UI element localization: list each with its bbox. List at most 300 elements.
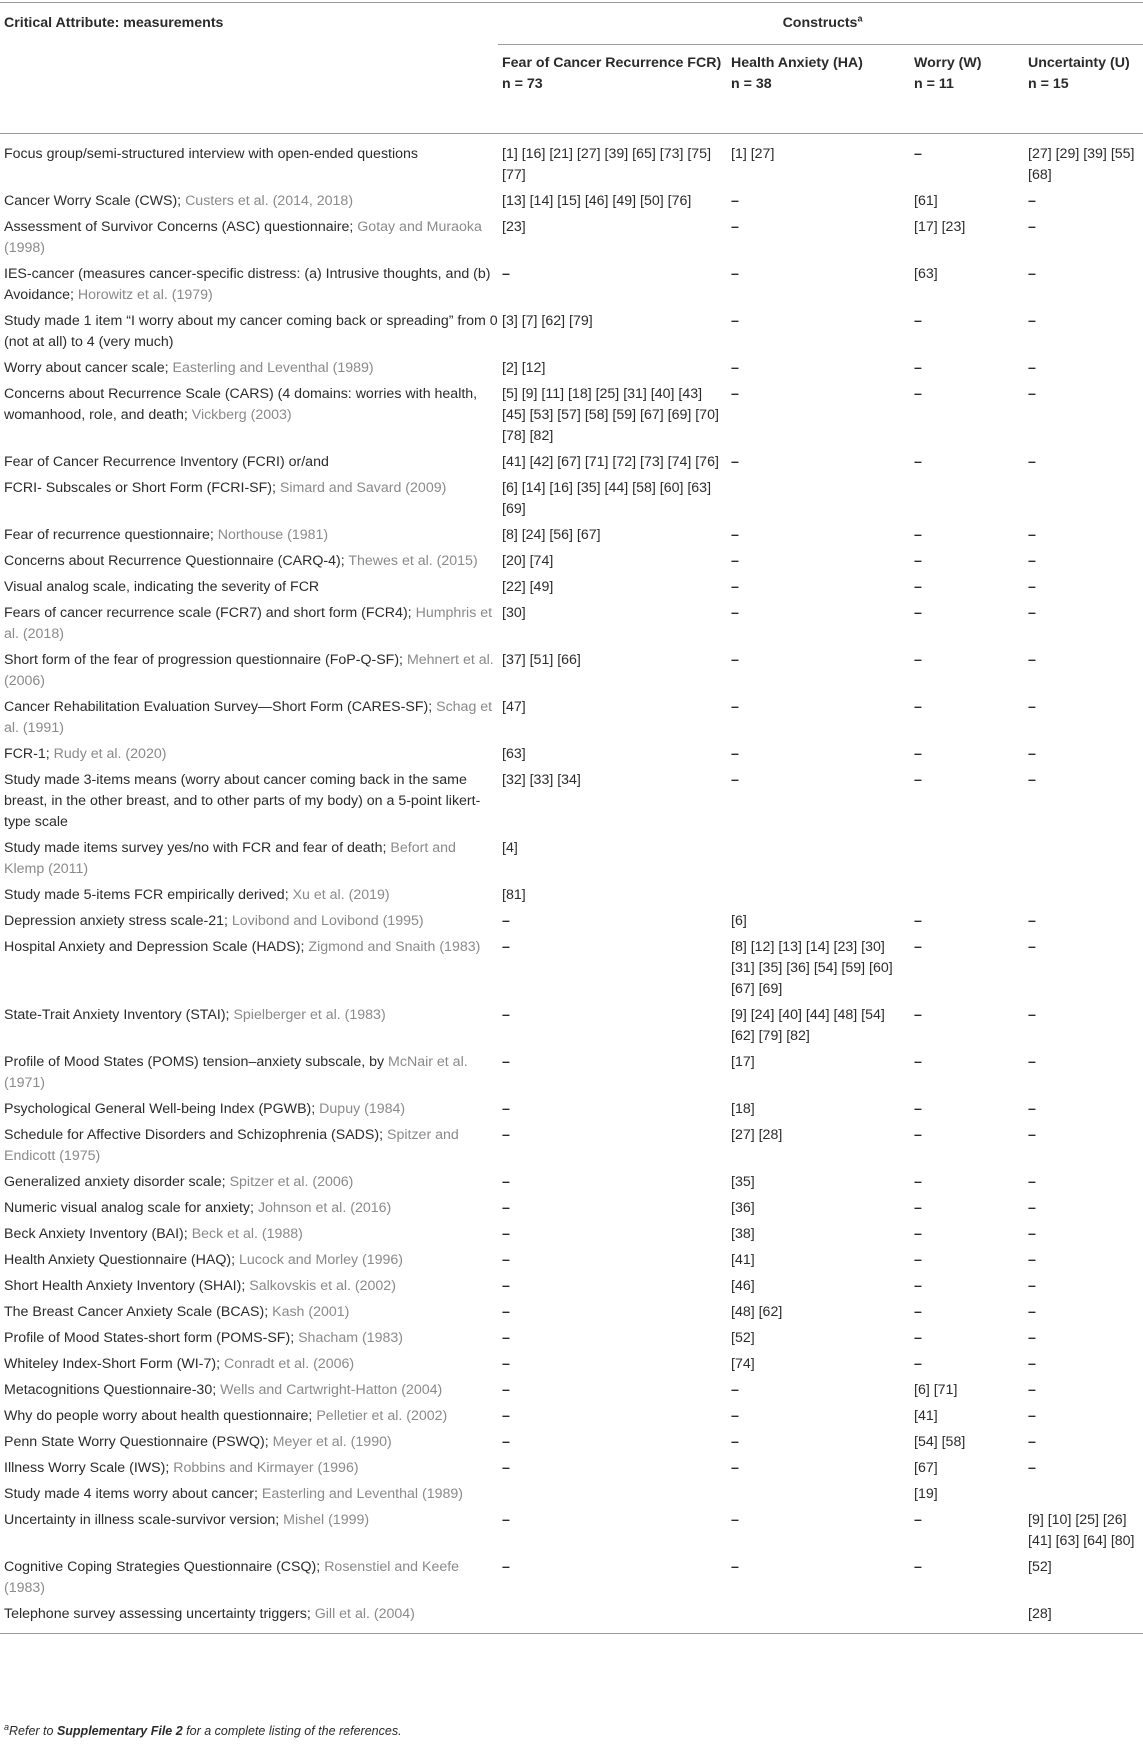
citation-text: Kash (2001)	[272, 1304, 350, 1320]
citation-text: Schag et al. (1991)	[4, 699, 493, 736]
w-cell: –	[914, 1007, 922, 1023]
header-row-top	[0, 3, 1143, 45]
table-row	[0, 1169, 1143, 1195]
citation-text: Dupuy (1984)	[319, 1101, 406, 1117]
measure-text: Assessment of Survivor Concerns (ASC) questionnaire;	[4, 219, 354, 235]
table-row	[0, 741, 1143, 767]
w-cell: –	[914, 553, 922, 569]
fcr-cell: –	[502, 1512, 510, 1528]
u-cell: –	[1028, 1101, 1036, 1117]
fcr-cell: –	[502, 1054, 510, 1070]
u-cell: –	[1028, 772, 1036, 788]
ha-cell: –	[731, 1382, 739, 1398]
table-row	[0, 908, 1143, 934]
measure-text: Study made items survey yes/no with FCR and fear of death;	[4, 840, 387, 856]
table-row	[0, 1554, 1143, 1601]
ha-cell: [9] [24] [40] [44] [48] [54] [62] [79] [82]	[731, 1007, 885, 1044]
measure-text: Fear of recurrence questionnaire;	[4, 527, 214, 543]
table-row	[0, 1049, 1143, 1096]
fcr-cell: [23]	[502, 219, 526, 235]
measure-text: Uncertainty in illness scale-survivor version;	[4, 1512, 280, 1528]
table-row	[0, 1455, 1143, 1481]
measure-text: Cancer Worry Scale (CWS);	[4, 193, 182, 209]
table-body	[0, 134, 1143, 1634]
measure-cell	[0, 1002, 498, 1049]
constructs-header: Constructs$^a$	[498, 3, 1143, 45]
citation-text: Lucock and Morley (1996)	[239, 1252, 404, 1268]
measure-cell	[0, 1221, 498, 1247]
table-row	[0, 1299, 1143, 1325]
citation-text: Custers et al. (2014, 2018)	[185, 193, 354, 209]
measure-text: Penn State Worry Questionnaire (PSWQ);	[4, 1434, 269, 1450]
measure-cell	[0, 600, 498, 647]
measure-cell	[0, 1325, 498, 1351]
table-row	[0, 134, 1143, 189]
ha-cell: –	[731, 579, 739, 595]
fcr-cell	[498, 1601, 727, 1634]
ha-cell: –	[731, 266, 739, 282]
ha-cell: –	[731, 360, 739, 376]
measure-text: Whiteley Index-Short Form (WI-7);	[4, 1356, 221, 1372]
fcr-cell: –	[502, 913, 510, 929]
ha-cell: [52]	[731, 1330, 755, 1346]
measure-text: Schedule for Affective Disorders and Schizophrenia (SADS);	[4, 1127, 384, 1143]
citation-text: Beck et al. (1988)	[191, 1226, 303, 1242]
citation-text: Spielberger et al. (1983)	[233, 1007, 386, 1023]
measure-text: Short Health Anxiety Inventory (SHAI);	[4, 1278, 246, 1294]
measure-cell	[0, 1273, 498, 1299]
ha-cell: [8] [12] [13] [14] [23] [30] [31] [35] [36] [54] [59] [60] [67] [69]	[731, 939, 893, 997]
ha-cell: –	[731, 652, 739, 668]
citation-text: Gotay and Muraoka (1998)	[4, 219, 482, 256]
w-cell: –	[914, 1252, 922, 1268]
measure-cell	[0, 1377, 498, 1403]
u-column-header: Uncertainty (U) n = 15	[1024, 45, 1143, 134]
measure-cell	[0, 188, 498, 214]
fcr-cell: [13] [14] [15] [46] [49] [50] [76]	[502, 193, 692, 209]
citation-text: McNair et al. (1971)	[4, 1054, 468, 1091]
measure-text: Health Anxiety Questionnaire (HAQ);	[4, 1252, 236, 1268]
citation-text: Spitzer and Endicott (1975)	[4, 1127, 459, 1164]
w-cell: [6] [71]	[914, 1382, 958, 1398]
citation-text: Xu et al. (2019)	[292, 887, 390, 903]
measure-text: Concerns about Recurrence Questionnaire (CARQ-4);	[4, 553, 345, 569]
u-cell: –	[1028, 193, 1036, 209]
fcr-cell: [6] [14] [16] [35] [44] [58] [60] [63] [69]	[502, 480, 712, 517]
citation-text: Thewes et al. (2015)	[348, 553, 478, 569]
w-cell: –	[914, 1512, 922, 1528]
w-cell: –	[914, 360, 922, 376]
measure-cell	[0, 1299, 498, 1325]
measure-text: FCR-1;	[4, 746, 50, 762]
measure-text: Hospital Anxiety and Depression Scale (HADS);	[4, 939, 305, 955]
ha-cell: –	[731, 605, 739, 621]
ha-cell: –	[731, 219, 739, 235]
citation-text: Johnson et al. (2016)	[257, 1200, 392, 1216]
w-cell: –	[914, 579, 922, 595]
u-cell: –	[1028, 386, 1036, 402]
citation-text: Conradt et al. (2006)	[223, 1356, 355, 1372]
table-row	[0, 188, 1143, 214]
table-row	[0, 574, 1143, 600]
fcr-cell: –	[502, 1174, 510, 1190]
w-cell: –	[914, 1174, 922, 1190]
u-cell: –	[1028, 1127, 1036, 1143]
fcr-cell	[498, 1481, 727, 1507]
u-cell: –	[1028, 360, 1036, 376]
table-row	[0, 261, 1143, 308]
w-cell: –	[914, 1101, 922, 1117]
w-cell: –	[914, 1559, 922, 1575]
measure-cell	[0, 522, 498, 548]
table-row	[0, 1601, 1143, 1634]
fcr-cell: –	[502, 939, 510, 955]
ha-cell	[727, 882, 910, 908]
measure-cell	[0, 741, 498, 767]
measure-text: Telephone survey assessing uncertainty triggers;	[4, 1606, 311, 1622]
table-row	[0, 1122, 1143, 1169]
fcr-cell: –	[502, 1382, 510, 1398]
measure-text: Worry about cancer scale;	[4, 360, 169, 376]
u-cell: –	[1028, 1434, 1036, 1450]
w-cell: –	[914, 939, 922, 955]
table-row	[0, 381, 1143, 449]
w-cell: –	[914, 605, 922, 621]
fcr-cell: –	[502, 266, 510, 282]
fcr-cell: –	[502, 1460, 510, 1476]
measure-text: Fear of Cancer Recurrence Inventory (FCRI) or/and	[4, 454, 329, 470]
w-cell: [19]	[914, 1486, 938, 1502]
measure-cell	[0, 1481, 498, 1507]
w-cell: –	[914, 1278, 922, 1294]
table-row	[0, 767, 1143, 835]
measure-text: The Breast Cancer Anxiety Scale (BCAS);	[4, 1304, 269, 1320]
ha-cell: [48] [62]	[731, 1304, 783, 1320]
w-cell	[910, 1601, 1024, 1634]
fcr-cell: –	[502, 1252, 510, 1268]
measure-cell	[0, 647, 498, 694]
fcr-cell: [1] [16] [21] [27] [39] [65] [73] [75] [77]	[502, 146, 712, 183]
w-cell: [67]	[914, 1460, 938, 1476]
critical-attribute-header: Critical Attribute: measurements	[0, 3, 498, 45]
ha-cell: –	[731, 699, 739, 715]
fcr-cell: [30]	[502, 605, 526, 621]
citation-text: Rosenstiel and Keefe (1983)	[4, 1559, 460, 1596]
fcr-cell: [4]	[502, 840, 518, 856]
measure-cell	[0, 1049, 498, 1096]
fcr-cell: –	[502, 1007, 510, 1023]
fcr-cell: [41] [42] [67] [71] [72] [73] [74] [76]	[502, 454, 719, 470]
measure-text: Study made 3-items means (worry about cancer coming back in the same breast, in the other breast, and to other parts of my body) on a 5-point likert-type scale	[4, 772, 481, 830]
table-row	[0, 449, 1143, 475]
w-cell: –	[914, 454, 922, 470]
ha-cell: [27] [28]	[731, 1127, 783, 1143]
w-cell: –	[914, 146, 922, 162]
measure-cell	[0, 134, 498, 189]
ha-cell: –	[731, 553, 739, 569]
citation-text: Wells and Cartwright-Hatton (2004)	[220, 1382, 443, 1398]
ha-cell: –	[731, 1434, 739, 1450]
w-column-header: Worry (W) n = 11	[910, 45, 1024, 134]
table-row	[0, 1273, 1143, 1299]
citation-text: Northouse (1981)	[217, 527, 329, 543]
u-cell: –	[1028, 1252, 1036, 1268]
citation-text: Pelletier et al. (2002)	[316, 1408, 448, 1424]
measure-text: Beck Anxiety Inventory (BAI);	[4, 1226, 188, 1242]
table-row	[0, 835, 1143, 882]
w-cell: –	[914, 386, 922, 402]
measure-cell	[0, 1122, 498, 1169]
measure-cell	[0, 908, 498, 934]
u-cell	[1024, 835, 1143, 882]
table-row	[0, 934, 1143, 1002]
table-row	[0, 1481, 1143, 1507]
fcr-cell: –	[502, 1226, 510, 1242]
fcr-cell: –	[502, 1559, 510, 1575]
fcr-cell: –	[502, 1434, 510, 1450]
citation-text: Vickberg (2003)	[191, 407, 292, 423]
measure-cell	[0, 548, 498, 574]
ha-cell: [46]	[731, 1278, 755, 1294]
citation-text: Robbins and Kirmayer (1996)	[173, 1460, 359, 1476]
measure-cell	[0, 449, 498, 475]
u-cell: [28]	[1024, 1601, 1143, 1634]
ha-cell: [74]	[731, 1356, 755, 1372]
measure-text: Cognitive Coping Strategies Questionnaire (CSQ);	[4, 1559, 321, 1575]
measure-cell	[0, 1351, 498, 1377]
measure-text: Study made 1 item “I worry about my cancer coming back or spreading” from 0 (not at all) to 4 (very much)	[4, 313, 498, 350]
measure-cell	[0, 1601, 498, 1634]
measure-text: Cancer Rehabilitation Evaluation Survey—Short Form (CARES-SF);	[4, 699, 433, 715]
measure-cell	[0, 308, 498, 355]
w-cell: –	[914, 527, 922, 543]
measure-cell	[0, 694, 498, 741]
fcr-cell: –	[502, 1278, 510, 1294]
measure-cell	[0, 574, 498, 600]
ha-cell: –	[731, 386, 739, 402]
ha-cell: –	[731, 1559, 739, 1575]
measure-cell	[0, 1507, 498, 1554]
fcr-cell: [22] [49]	[502, 579, 554, 595]
u-cell: –	[1028, 313, 1036, 329]
ha-cell: [41]	[731, 1252, 755, 1268]
measure-text: Profile of Mood States-short form (POMS-SF);	[4, 1330, 295, 1346]
ha-cell: [1] [27]	[731, 146, 775, 162]
citation-text: Lovibond and Lovibond (1995)	[231, 913, 424, 929]
ha-column-header: Health Anxiety (HA) n = 38	[727, 45, 910, 134]
ha-cell: –	[731, 193, 739, 209]
citation-text: Salkovskis et al. (2002)	[249, 1278, 396, 1294]
empty-header-cell	[0, 45, 498, 134]
u-cell: –	[1028, 579, 1036, 595]
table-row	[0, 214, 1143, 261]
fcr-cell: [2] [12]	[502, 360, 546, 376]
table-row	[0, 1507, 1143, 1554]
fcr-cell: [5] [9] [11] [18] [25] [31] [40] [43] [45] [53] [57] [58] [59] [67] [69] [70] [78] [82]	[502, 386, 719, 444]
fcr-cell: [20] [74]	[502, 553, 554, 569]
table-row	[0, 647, 1143, 694]
measure-text: Study made 4 items worry about cancer;	[4, 1486, 258, 1502]
citation-text: Gill et al. (2004)	[314, 1606, 415, 1622]
ha-cell: –	[731, 454, 739, 470]
footnote: $^a$Refer to Supplementary File 2 for a complete listing of the references.	[4, 1721, 402, 1738]
measure-cell	[0, 1195, 498, 1221]
measure-text: IES-cancer (measures cancer-specific distress: (a) Intrusive thoughts, and (b) Avoidance;	[4, 266, 491, 303]
measure-cell	[0, 1247, 498, 1273]
fcr-cell: –	[502, 1356, 510, 1372]
fcr-cell: –	[502, 1408, 510, 1424]
w-cell: [17] [23]	[914, 219, 966, 235]
u-cell: [9] [10] [25] [26] [41] [63] [64] [80]	[1028, 1512, 1135, 1549]
w-cell: –	[914, 1127, 922, 1143]
w-cell: –	[914, 772, 922, 788]
table-row	[0, 694, 1143, 741]
measure-text: Metacognitions Questionnaire-30;	[4, 1382, 217, 1398]
u-cell: –	[1028, 1200, 1036, 1216]
ha-cell: –	[731, 1408, 739, 1424]
u-cell: –	[1028, 1408, 1036, 1424]
w-cell	[910, 882, 1024, 908]
table-row	[0, 1377, 1143, 1403]
table-row	[0, 1247, 1143, 1273]
u-cell: –	[1028, 939, 1036, 955]
ha-cell: –	[731, 1512, 739, 1528]
ha-cell: –	[731, 746, 739, 762]
measure-cell	[0, 475, 498, 522]
w-cell: [61]	[914, 193, 938, 209]
u-cell: –	[1028, 605, 1036, 621]
ha-cell: [38]	[731, 1226, 755, 1242]
u-cell: –	[1028, 913, 1036, 929]
ha-cell	[727, 1601, 910, 1634]
citation-text: Spitzer et al. (2006)	[229, 1174, 354, 1190]
measure-cell	[0, 882, 498, 908]
fcr-cell: [81]	[502, 887, 526, 903]
citation-text: Horowitz et al. (1979)	[77, 287, 213, 303]
u-cell	[1024, 882, 1143, 908]
ha-cell	[727, 835, 910, 882]
u-cell: –	[1028, 266, 1036, 282]
measure-text: Profile of Mood States (POMS) tension–anxiety subscale, by	[4, 1054, 385, 1070]
table-row	[0, 882, 1143, 908]
table-row	[0, 548, 1143, 574]
fcr-cell: –	[502, 1101, 510, 1117]
u-cell: –	[1028, 1278, 1036, 1294]
measure-text: Psychological General Well-being Index (PGWB);	[4, 1101, 316, 1117]
table-row	[0, 1221, 1143, 1247]
measure-cell	[0, 381, 498, 449]
table-row	[0, 1325, 1143, 1351]
citation-text: Easterling and Leventhal (1989)	[172, 360, 374, 376]
ha-cell: [18]	[731, 1101, 755, 1117]
u-cell: –	[1028, 454, 1036, 470]
u-cell: –	[1028, 1460, 1036, 1476]
citation-text: Rudy et al. (2020)	[53, 746, 167, 762]
w-cell: –	[914, 1356, 922, 1372]
fcr-cell: [63]	[502, 746, 526, 762]
citation-text: Humphris et al. (2018)	[4, 605, 493, 642]
measure-text: Concerns about Recurrence Scale (CARS) (4 domains: worries with health, womanhood, role, and death;	[4, 386, 478, 423]
w-cell: –	[914, 699, 922, 715]
u-cell: –	[1028, 699, 1036, 715]
measure-text: Visual analog scale, indicating the severity of FCR	[4, 579, 320, 595]
w-cell: [54] [58]	[914, 1434, 966, 1450]
ha-cell: –	[731, 313, 739, 329]
fcr-cell: [37] [51] [66]	[502, 652, 581, 668]
fcr-column-header: Fear of Cancer Recurrence FCR) n = 73	[498, 45, 727, 134]
fcr-cell: –	[502, 1304, 510, 1320]
w-cell	[910, 835, 1024, 882]
measure-text: State-Trait Anxiety Inventory (STAI);	[4, 1007, 230, 1023]
measure-cell	[0, 767, 498, 835]
u-cell: –	[1028, 652, 1036, 668]
table-row	[0, 1429, 1143, 1455]
ha-cell: –	[731, 527, 739, 543]
citation-text: Zigmond and Snaith (1983)	[308, 939, 481, 955]
w-cell: [63]	[914, 266, 938, 282]
u-cell: –	[1028, 1356, 1036, 1372]
ha-cell: [17]	[731, 1054, 755, 1070]
measure-text: Numeric visual analog scale for anxiety;	[4, 1200, 254, 1216]
ha-cell: –	[731, 772, 739, 788]
table-row	[0, 1403, 1143, 1429]
table-row	[0, 475, 1143, 522]
measure-cell	[0, 355, 498, 381]
measure-text: Depression anxiety stress scale-21;	[4, 913, 228, 929]
w-cell: –	[914, 1054, 922, 1070]
header-row-columns	[0, 45, 1143, 134]
measure-cell	[0, 1169, 498, 1195]
u-cell: –	[1028, 1174, 1036, 1190]
citation-text: Befort and Klemp (2011)	[4, 840, 456, 877]
ha-cell: [36]	[731, 1200, 755, 1216]
measure-cell	[0, 1455, 498, 1481]
citation-text: Mishel (1999)	[283, 1512, 370, 1528]
measurements-table	[0, 2, 1143, 1634]
ha-cell: [35]	[731, 1174, 755, 1190]
ha-cell: [6]	[731, 913, 747, 929]
fcr-cell: [32] [33] [34]	[502, 772, 581, 788]
measure-text: Focus group/semi-structured interview with open-ended questions	[4, 146, 419, 162]
u-cell: –	[1028, 553, 1036, 569]
citation-text: Easterling and Leventhal (1989)	[261, 1486, 464, 1502]
u-cell: –	[1028, 1007, 1036, 1023]
table-row	[0, 600, 1143, 647]
u-cell: –	[1028, 1054, 1036, 1070]
measure-cell	[0, 214, 498, 261]
u-cell: –	[1028, 1226, 1036, 1242]
table-row	[0, 308, 1143, 355]
w-cell: –	[914, 1304, 922, 1320]
w-cell: –	[914, 746, 922, 762]
measure-cell	[0, 1096, 498, 1122]
fcr-cell: –	[502, 1127, 510, 1143]
table-row	[0, 522, 1143, 548]
u-cell: –	[1028, 219, 1036, 235]
ha-cell: –	[731, 1460, 739, 1476]
ha-cell	[727, 1481, 910, 1507]
fcr-cell: [47]	[502, 699, 526, 715]
citation-text: Mehnert et al. (2006)	[4, 652, 494, 689]
fcr-cell: [3] [7] [62] [79]	[502, 313, 593, 329]
ha-cell	[727, 475, 910, 522]
citation-text: Shacham (1983)	[298, 1330, 403, 1346]
measure-cell	[0, 1554, 498, 1601]
measure-cell	[0, 835, 498, 882]
citation-text: Simard and Savard (2009)	[279, 480, 447, 496]
measure-text: Why do people worry about health questionnaire;	[4, 1408, 313, 1424]
measure-text: Short form of the fear of progression questionnaire (FoP-Q-SF);	[4, 652, 403, 668]
